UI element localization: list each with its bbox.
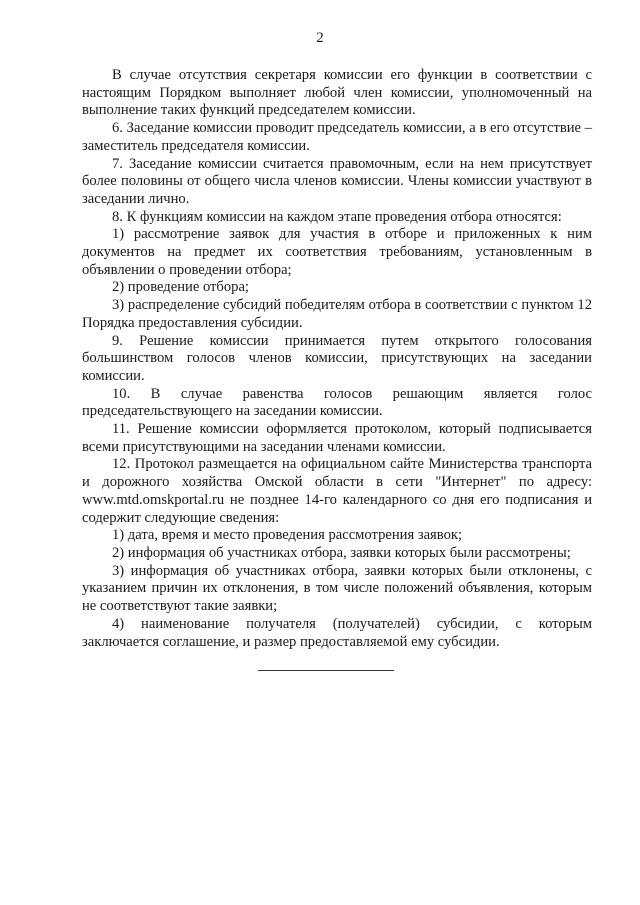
paragraph: В случае отсутствия секретаря комиссии его функции в соответствии с настоящим Порядком выполняет любой член комиссии, уполномоченный на выполнение таких функций председателем комиссии. xyxy=(82,67,592,119)
paragraph: 1) дата, время и место проведения рассмотрения заявок; xyxy=(112,527,463,544)
paragraph: 2) проведение отбора; xyxy=(112,279,249,296)
paragraph: 12. Протокол размещается на официальном сайте Министерства транспорта и дорожного хозяйства Омской области в сети "Интернет" по адресу: www.mtd.omskportal.ru не позднее 14-го календарного со дня его подписания и содержит следующие сведения: xyxy=(82,456,592,526)
paragraph: 9. Решение комиссии принимается путем открытого голосования большинством голосов членов комиссии, присутствующих на заседании комиссии. xyxy=(82,332,592,384)
paragraph: 2) информация об участниках отбора, заявки которых были рассмотрены; xyxy=(112,544,571,561)
paragraph: 3) информация об участниках отбора, заявки которых были отклонены, с указанием причин их отклонения, в том числе положений объявления, которым не соответствуют такие заявки; xyxy=(82,562,592,615)
paragraph: 8. К функциям комиссии на каждом этапе проведения отбора относятся: xyxy=(112,208,562,225)
paragraph: 3) распределение субсидий победителям отбора в соответствии с пунктом 12 Порядка предоставления субсидии. xyxy=(82,297,592,331)
document-body xyxy=(82,67,592,651)
paragraph: 6. Заседание комиссии проводит председатель комиссии, а в его отсутствие – заместитель председателя комиссии. xyxy=(82,120,592,154)
closing-divider-line xyxy=(258,670,394,671)
paragraph: 11. Решение комиссии оформляется протоколом, который подписывается всеми присутствующими на заседании членами комиссии. xyxy=(82,421,592,455)
paragraph: 1) рассмотрение заявок для участия в отборе и приложенных к ним документов на предмет их соответствия требованиям, установленным в объявлении о проведении отбора; xyxy=(82,226,592,278)
paragraph: 7. Заседание комиссии считается правомочным, если на нем присутствует более половины от общего числа членов комиссии. Члены комиссии участвуют в заседании лично. xyxy=(82,155,592,207)
page-number: 2 xyxy=(316,30,324,46)
paragraph: 10. В случае равенства голосов решающим является голос председательствующего на заседании комиссии. xyxy=(82,385,592,420)
paragraph: 4) наименование получателя (получателей) субсидии, с которым заключается соглашение, и размер предоставляемой ему субсидии. xyxy=(82,615,592,650)
